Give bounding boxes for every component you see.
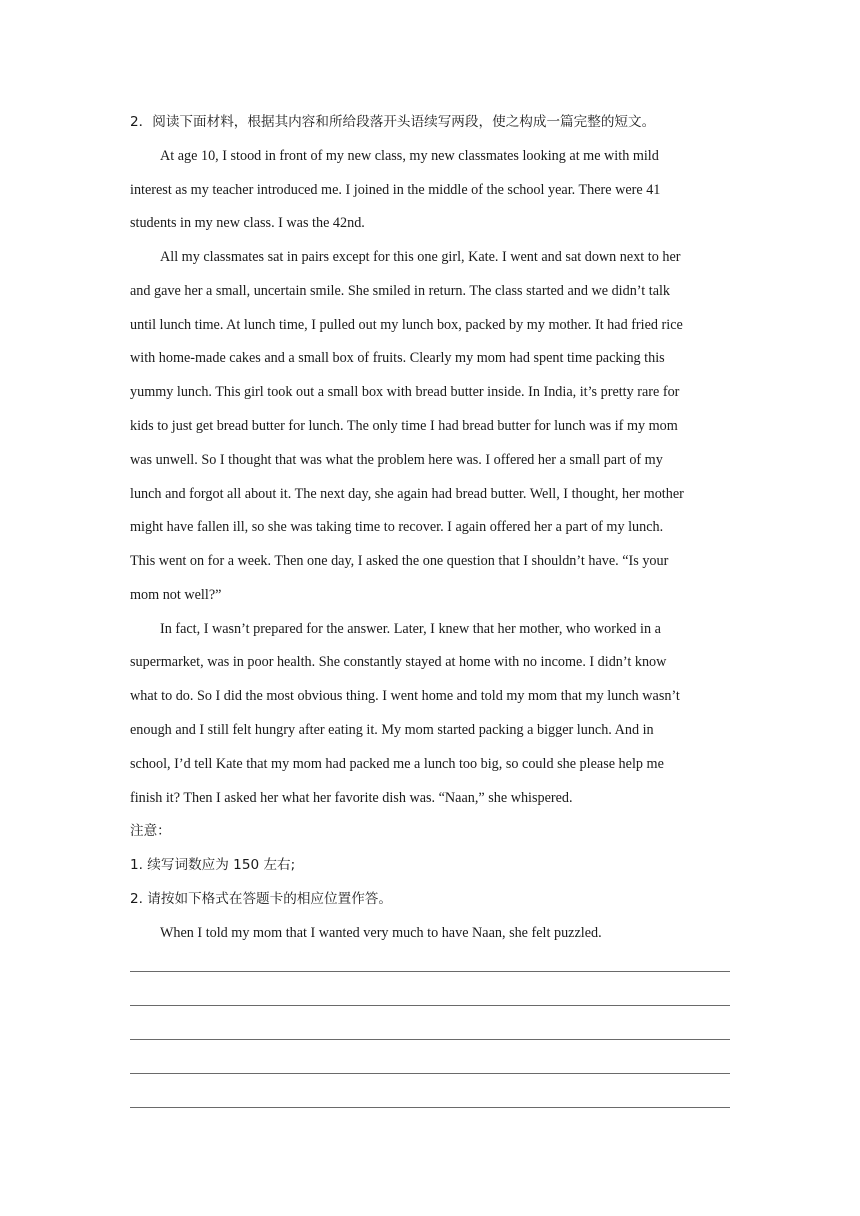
passage-line: This went on for a week. Then one day, I asked the one question that I shouldn’t have. “Is your	[130, 553, 669, 569]
passage-line: and gave her a small, uncertain smile. She smiled in return. The class started and we didn’t talk	[130, 283, 671, 299]
passage-line: with home-made cakes and a small box of fruits. Clearly my mom had spent time packing this	[130, 350, 665, 366]
passage-line: lunch and forgot all about it. The next day, she again had bread butter. Well, I thought, her mother	[130, 486, 684, 502]
notes-title: 注意：	[130, 823, 171, 839]
passage-line: students in my new class. I was the 42nd.	[130, 215, 365, 231]
passage-line: At age 10, I stood in front of my new class, my new classmates looking at me with mild	[160, 148, 659, 164]
question-heading: 2．阅读下面材料，根据其内容和所给段落开头语续写两段，使之构成一篇完整的短文。	[130, 114, 656, 130]
answer-line[interactable]	[130, 1039, 730, 1040]
passage-line: might have fallen ill, so she was taking time to recover. I again offered her a part of my lunch.	[130, 519, 664, 535]
passage-line: until lunch time. At lunch time, I pulled out my lunch box, packed by my mother. It had fried rice	[130, 317, 683, 333]
answer-line[interactable]	[130, 1073, 730, 1074]
answer-line[interactable]	[130, 1107, 730, 1108]
passage-line: All my classmates sat in pairs except for this one girl, Kate. I went and sat down next to her	[160, 249, 681, 265]
passage-line: enough and I still felt hungry after eating it. My mom started packing a bigger lunch. And in	[130, 722, 654, 738]
passage-line: kids to just get bread butter for lunch. The only time I had bread butter for lunch was if my mom	[130, 418, 678, 434]
passage-line: school, I’d tell Kate that my mom had packed me a lunch too big, so could she please help me	[130, 756, 664, 772]
passage-line: interest as my teacher introduced me. I joined in the middle of the school year. There were 41	[130, 182, 661, 198]
note-item-word-count: 1. 续写词数应为 150 左右;	[130, 857, 296, 873]
passage-line: what to do. So I did the most obvious thing. I went home and told my mom that my lunch wasn’t	[130, 688, 680, 704]
passage-line: yummy lunch. This girl took out a small box with bread butter inside. In India, it’s pretty rare for	[130, 384, 680, 400]
continuation-opening: When I told my mom that I wanted very much to have Naan, she felt puzzled.	[160, 925, 602, 941]
passage-line: supermarket, was in poor health. She constantly stayed at home with no income. I didn’t know	[130, 654, 667, 670]
passage-line: In fact, I wasn’t prepared for the answer. Later, I knew that her mother, who worked in a	[160, 621, 661, 637]
passage-line: was unwell. So I thought that was what the problem here was. I offered her a small part of my	[130, 452, 663, 468]
passage-line: mom not well?”	[130, 587, 222, 603]
note-item-format: 2. 请按如下格式在答题卡的相应位置作答。	[130, 891, 392, 907]
answer-line[interactable]	[130, 971, 730, 972]
passage-line: finish it? Then I asked her what her favorite dish was. “Naan,” she whispered.	[130, 790, 573, 806]
answer-line[interactable]	[130, 1005, 730, 1006]
